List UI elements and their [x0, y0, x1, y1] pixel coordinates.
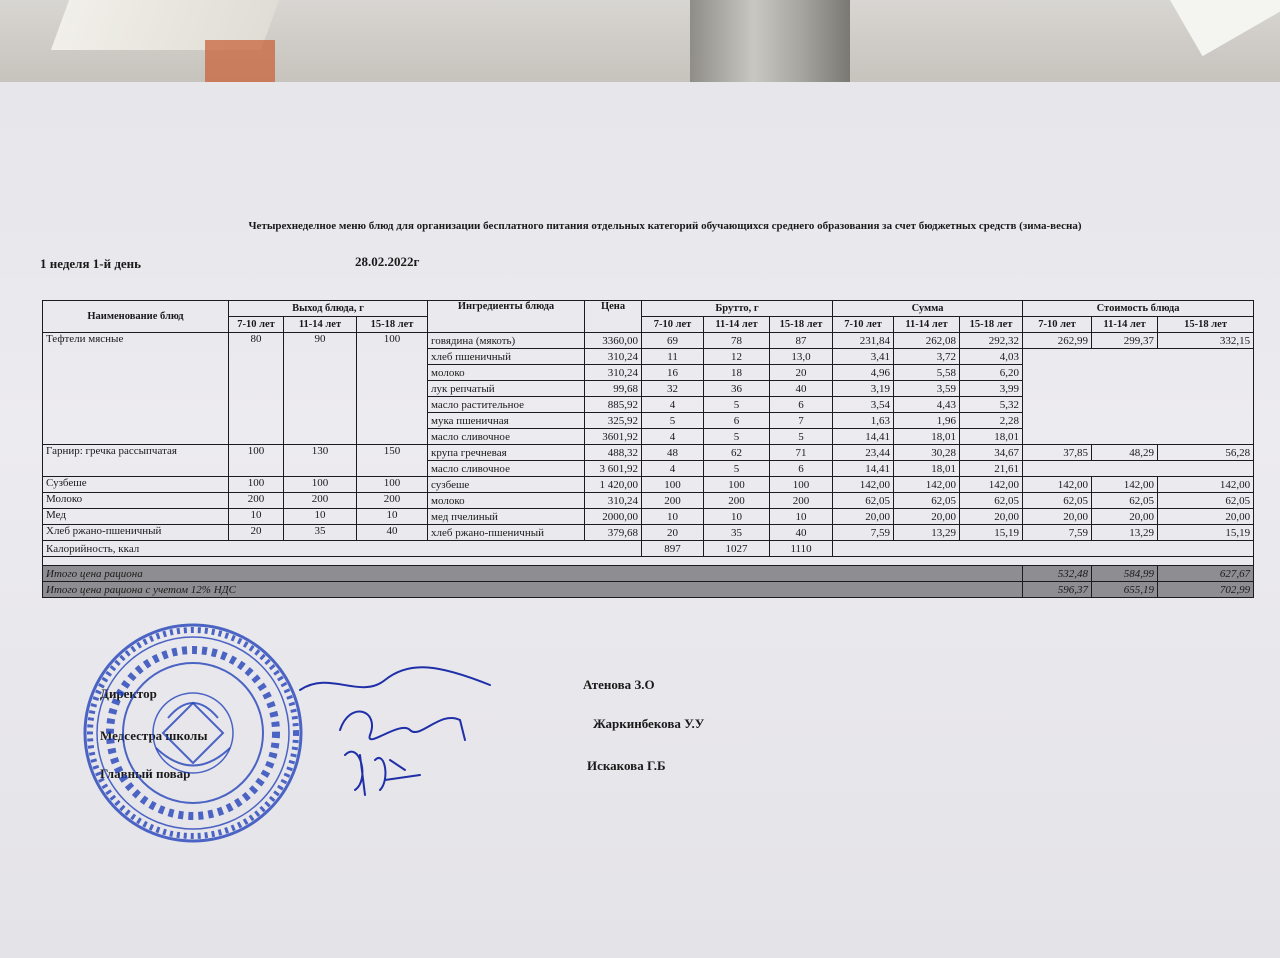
header-age-group: 11-14 лет — [704, 317, 770, 333]
brutto-cell: 16 — [642, 365, 704, 381]
dish-cost-cell: 262,99 — [1023, 333, 1092, 349]
dish-name-cell: Сузбеше — [43, 477, 229, 493]
yield-cell: 10 — [229, 509, 284, 525]
total-row — [43, 566, 1254, 582]
brutto-cell: 10 — [770, 509, 833, 525]
dish-name-cell: Гарнир: гречка рассыпчатая — [43, 445, 229, 477]
ingredient-name-cell: хлеб ржано-пшеничный — [428, 525, 585, 541]
price-cell: 99,68 — [585, 381, 642, 397]
dish-cost-cell: 62,05 — [1092, 493, 1158, 509]
price-cell: 1 420,00 — [585, 477, 642, 493]
brutto-cell: 11 — [642, 349, 704, 365]
brutto-cell: 18 — [704, 365, 770, 381]
signature-role: Главный повар — [100, 766, 191, 781]
menu-table-body — [43, 333, 1254, 598]
calories-value: 897 — [642, 541, 704, 557]
price-cell: 488,32 — [585, 445, 642, 461]
price-cell: 325,92 — [585, 413, 642, 429]
ingredient-name-cell: масло сливочное — [428, 429, 585, 445]
header-age-group: 11-14 лет — [284, 317, 357, 333]
total-value: 532,48 — [1023, 566, 1092, 582]
brutto-cell: 4 — [642, 429, 704, 445]
brutto-cell: 100 — [704, 477, 770, 493]
dish-name-cell: Молоко — [43, 493, 229, 509]
signature-role: Медсестра школы — [100, 728, 208, 743]
brutto-cell: 87 — [770, 333, 833, 349]
brutto-cell: 78 — [704, 333, 770, 349]
brutto-cell: 4 — [642, 461, 704, 477]
yield-cell: 10 — [284, 509, 357, 525]
sum-cell: 142,00 — [894, 477, 960, 493]
sum-cell: 14,41 — [833, 429, 894, 445]
ventilation-pipe — [690, 0, 850, 95]
yield-cell: 100 — [357, 333, 428, 445]
brutto-cell: 6 — [770, 461, 833, 477]
yield-cell: 20 — [229, 525, 284, 541]
price-cell: 3 601,92 — [585, 461, 642, 477]
ingredient-name-cell: крупа гречневая — [428, 445, 585, 461]
dish-cost-cell: 15,19 — [1158, 525, 1254, 541]
table-row — [43, 333, 1254, 349]
brutto-cell: 62 — [704, 445, 770, 461]
total-value: 627,67 — [1158, 566, 1254, 582]
empty-cost-cell — [1023, 461, 1254, 477]
brutto-cell: 69 — [642, 333, 704, 349]
header-age-group: 7-10 лет — [642, 317, 704, 333]
header-cost: Стоимость блюда — [1023, 301, 1254, 317]
sum-cell: 262,08 — [894, 333, 960, 349]
document-date: 28.02.2022г — [355, 254, 420, 269]
ingredient-name-cell: молоко — [428, 365, 585, 381]
header-age-group: 15-18 лет — [960, 317, 1023, 333]
signature-name: Искакова Г.Б — [587, 758, 666, 773]
yield-cell: 90 — [284, 333, 357, 445]
brutto-cell: 12 — [704, 349, 770, 365]
table-row — [43, 493, 1254, 509]
sum-cell: 4,03 — [960, 349, 1023, 365]
table-row — [43, 509, 1254, 525]
brutto-cell: 10 — [704, 509, 770, 525]
dish-name-cell: Тефтели мясные — [43, 333, 229, 445]
background-object — [205, 40, 275, 85]
ingredient-name-cell: молоко — [428, 493, 585, 509]
price-cell: 3360,00 — [585, 333, 642, 349]
yield-cell: 80 — [229, 333, 284, 445]
header-age-group: 15-18 лет — [1158, 317, 1254, 333]
menu-table — [42, 300, 1254, 598]
price-cell: 2000,00 — [585, 509, 642, 525]
yield-cell: 100 — [284, 477, 357, 493]
brutto-cell: 200 — [704, 493, 770, 509]
brutto-cell: 40 — [770, 525, 833, 541]
dish-name-cell: Хлеб ржано-пшеничный — [43, 525, 229, 541]
sum-cell: 3,99 — [960, 381, 1023, 397]
ceiling-light — [1170, 0, 1280, 56]
spacer-row — [43, 557, 1254, 566]
sum-cell: 23,44 — [833, 445, 894, 461]
header-price: Цена — [585, 301, 642, 333]
sum-cell: 5,32 — [960, 397, 1023, 413]
header-age-group: 7-10 лет — [229, 317, 284, 333]
yield-cell: 200 — [229, 493, 284, 509]
brutto-cell: 10 — [642, 509, 704, 525]
dish-cost-cell: 299,37 — [1092, 333, 1158, 349]
dish-cost-cell: 37,85 — [1023, 445, 1092, 461]
brutto-cell: 4 — [642, 397, 704, 413]
brutto-cell: 32 — [642, 381, 704, 397]
price-cell: 3601,92 — [585, 429, 642, 445]
brutto-cell: 48 — [642, 445, 704, 461]
total-value: 655,19 — [1092, 582, 1158, 598]
sum-cell: 34,67 — [960, 445, 1023, 461]
header-age-group: 7-10 лет — [1023, 317, 1092, 333]
dish-cost-cell: 142,00 — [1092, 477, 1158, 493]
empty-cell — [833, 541, 1254, 557]
brutto-cell: 100 — [642, 477, 704, 493]
sum-cell: 62,05 — [833, 493, 894, 509]
brutto-cell: 5 — [642, 413, 704, 429]
yield-cell: 100 — [229, 477, 284, 493]
sum-cell: 62,05 — [894, 493, 960, 509]
calories-value: 1027 — [704, 541, 770, 557]
sum-cell: 2,28 — [960, 413, 1023, 429]
empty-cell — [43, 557, 1254, 566]
header-sum: Сумма — [833, 301, 1023, 317]
header-yield: Выход блюда, г — [229, 301, 428, 317]
yield-cell: 40 — [357, 525, 428, 541]
sum-cell: 20,00 — [833, 509, 894, 525]
ingredient-name-cell: лук репчатый — [428, 381, 585, 397]
sum-cell: 1,63 — [833, 413, 894, 429]
sum-cell: 3,59 — [894, 381, 960, 397]
brutto-cell: 200 — [642, 493, 704, 509]
sum-cell: 21,61 — [960, 461, 1023, 477]
brutto-cell: 40 — [770, 381, 833, 397]
signature-role: Директор — [100, 686, 157, 701]
total-value: 702,99 — [1158, 582, 1254, 598]
calories-value: 1110 — [770, 541, 833, 557]
price-cell: 885,92 — [585, 397, 642, 413]
dish-cost-cell: 142,00 — [1158, 477, 1254, 493]
dish-cost-cell: 56,28 — [1158, 445, 1254, 461]
brutto-cell: 200 — [770, 493, 833, 509]
brutto-cell: 5 — [770, 429, 833, 445]
price-cell: 310,24 — [585, 349, 642, 365]
brutto-cell: 35 — [704, 525, 770, 541]
ingredient-name-cell: говядина (мякоть) — [428, 333, 585, 349]
total-row — [43, 582, 1254, 598]
empty-cost-cell — [1023, 349, 1254, 445]
table-row — [43, 525, 1254, 541]
dish-cost-cell: 20,00 — [1023, 509, 1092, 525]
ingredient-name-cell: мука пшеничная — [428, 413, 585, 429]
total-label: Итого цена рациона с учетом 12% НДС — [43, 582, 1023, 598]
dish-cost-cell: 48,29 — [1092, 445, 1158, 461]
dish-cost-cell: 62,05 — [1158, 493, 1254, 509]
sum-cell: 3,54 — [833, 397, 894, 413]
header-brutto: Брутто, г — [642, 301, 833, 317]
sum-cell: 7,59 — [833, 525, 894, 541]
brutto-cell: 71 — [770, 445, 833, 461]
sum-cell: 1,96 — [894, 413, 960, 429]
brutto-cell: 36 — [704, 381, 770, 397]
yield-cell: 200 — [357, 493, 428, 509]
sum-cell: 6,20 — [960, 365, 1023, 381]
sum-cell: 4,96 — [833, 365, 894, 381]
header-age-group: 15-18 лет — [770, 317, 833, 333]
ingredient-name-cell: хлеб пшеничный — [428, 349, 585, 365]
dish-cost-cell: 7,59 — [1023, 525, 1092, 541]
ingredient-name-cell: масло сливочное — [428, 461, 585, 477]
brutto-cell: 6 — [770, 397, 833, 413]
sum-cell: 3,41 — [833, 349, 894, 365]
background-scene — [0, 0, 1280, 95]
sum-cell: 5,58 — [894, 365, 960, 381]
brutto-cell: 20 — [770, 365, 833, 381]
calories-label: Калорийность, ккал — [43, 541, 642, 557]
total-value: 584,99 — [1092, 566, 1158, 582]
brutto-cell: 5 — [704, 461, 770, 477]
dish-cost-cell: 142,00 — [1023, 477, 1092, 493]
sum-cell: 3,72 — [894, 349, 960, 365]
yield-cell: 100 — [357, 477, 428, 493]
sum-cell: 20,00 — [894, 509, 960, 525]
sum-cell: 292,32 — [960, 333, 1023, 349]
header-age-group: 7-10 лет — [833, 317, 894, 333]
yield-cell: 100 — [229, 445, 284, 477]
price-cell: 310,24 — [585, 493, 642, 509]
total-label: Итого цена рациона — [43, 566, 1023, 582]
sum-cell: 15,19 — [960, 525, 1023, 541]
sum-cell: 14,41 — [833, 461, 894, 477]
ingredient-name-cell: мед пчелиный — [428, 509, 585, 525]
sum-cell: 18,01 — [894, 429, 960, 445]
dish-cost-cell: 20,00 — [1158, 509, 1254, 525]
ingredient-name-cell: сузбеше — [428, 477, 585, 493]
dish-cost-cell: 332,15 — [1158, 333, 1254, 349]
sum-cell: 13,29 — [894, 525, 960, 541]
handwritten-signatures — [290, 660, 510, 810]
yield-cell: 200 — [284, 493, 357, 509]
yield-cell: 10 — [357, 509, 428, 525]
brutto-cell: 7 — [770, 413, 833, 429]
official-stamp — [78, 618, 308, 848]
calories-row — [43, 541, 1254, 557]
dish-cost-cell: 13,29 — [1092, 525, 1158, 541]
dish-cost-cell: 62,05 — [1023, 493, 1092, 509]
table-row — [43, 477, 1254, 493]
yield-cell: 35 — [284, 525, 357, 541]
dish-cost-cell: 20,00 — [1092, 509, 1158, 525]
yield-cell: 130 — [284, 445, 357, 477]
header-age-group: 11-14 лет — [1092, 317, 1158, 333]
document-title: Четырехнеделное меню блюд для организации бесплатного питания отдельных категорий обучающихся среднего образования за счет бюджетных средств (зима-весна) — [248, 220, 1082, 232]
sum-cell: 30,28 — [894, 445, 960, 461]
week-day-label: 1 неделя 1-й день — [40, 256, 142, 271]
brutto-cell: 13,0 — [770, 349, 833, 365]
sum-cell: 62,05 — [960, 493, 1023, 509]
sum-cell: 18,01 — [894, 461, 960, 477]
header-dish-name: Наименование блюд — [43, 301, 229, 333]
brutto-cell: 20 — [642, 525, 704, 541]
signature-name: Атенова З.О — [583, 677, 655, 692]
brutto-cell: 5 — [704, 429, 770, 445]
brutto-cell: 6 — [704, 413, 770, 429]
sum-cell: 4,43 — [894, 397, 960, 413]
sum-cell: 231,84 — [833, 333, 894, 349]
brutto-cell: 100 — [770, 477, 833, 493]
total-value: 596,37 — [1023, 582, 1092, 598]
sum-cell: 20,00 — [960, 509, 1023, 525]
header-age-group: 15-18 лет — [357, 317, 428, 333]
header-age-group: 11-14 лет — [894, 317, 960, 333]
header-ingredients: Ингредиенты блюда — [428, 301, 585, 333]
dish-name-cell: Мед — [43, 509, 229, 525]
sum-cell: 142,00 — [960, 477, 1023, 493]
sum-cell: 18,01 — [960, 429, 1023, 445]
brutto-cell: 5 — [704, 397, 770, 413]
price-cell: 379,68 — [585, 525, 642, 541]
sum-cell: 142,00 — [833, 477, 894, 493]
table-row — [43, 445, 1254, 461]
ingredient-name-cell: масло растительное — [428, 397, 585, 413]
sum-cell: 3,19 — [833, 381, 894, 397]
yield-cell: 150 — [357, 445, 428, 477]
signature-name: Жаркинбекова У.У — [593, 716, 705, 731]
price-cell: 310,24 — [585, 365, 642, 381]
